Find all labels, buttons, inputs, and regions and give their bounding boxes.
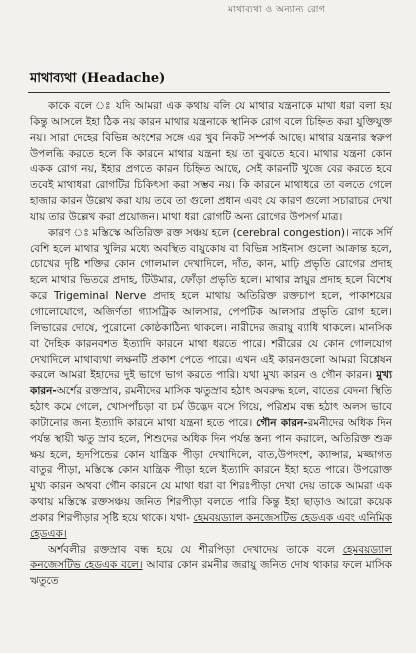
primary-cause-label: মুখ্য কারন- bbox=[30, 369, 392, 398]
hemorrhoidal-text: অর্শবলীর রক্তস্রাব বন্ধ হয়ে যে শীরপিড়া দেখাদেয় তাকে বলে bbox=[48, 543, 343, 556]
body-text bbox=[30, 99, 392, 590]
congestion-text: আমরা এক কথায় মস্তিস্কে রক্তসঞ্চয় জনিত শিরপীড়া বলতে পারি কিন্তু ইহা ছাড়াও আরো কয়েক প্রকার শিরপীড়ার সৃষ্টি হয়ে থাকে। যথা- bbox=[30, 480, 392, 524]
menstrual-text: আবার কোন রমনীর জরায়ু জনিত দোষ থাকার ফলে মাসিক ঋতুতে bbox=[30, 559, 392, 588]
causes-intro-text: কারণ ঃ মস্তিস্কে অতিরিক্ত রক্ত সঞ্চয় হলে (cerebral congestion)। নাকে সর্দি বেশি হলে মাথার খুলির মধ্যে অবস্থিত বায়ুকোষ বা বিভিন্ন সাইনাস গুলো আক্রান্ত হলে, চোখের দৃষ্টি শক্তির কোন গোলমাল দেখাদিলে, দাঁত, কান, মাঢ়ি প্রভৃতি রোগের প্রদাহ হলে মাথার ভিতরে প্রদাহ, টিউমার, ফোঁড়া প্রভৃতি হলে। মাথার স্নায়ুর প্রদাহ হলে বিশেষ করে Trigeminal Nerve প্রদাহ হলে মাথায় অতিরিক্ত রক্তচাপ হলে, পাকাশয়ের গোলোযোগে, অজির্ণতা গ্যাসট্রিক আলসার, পেপটিক আলসার প্রভৃতি রোগ হলে। লিভারের দোষে, পুরোনো কোষ্ঠকাঠিন্য থাকলে। নারীদের জরায়ু ব্যাধি থাকলে। মানসিক বা দৈহিক কারনবশত ইত্যাদি কারনে মাথা ধরতে পারে। শরীরের যে কোন গোলযোগ দেখাদিলে মাথাব্যথা লক্ষনটি প্রকাশ পেতে পারে। এখন এই কারনগুলো আমরা বিশ্লেষন করলে আমরা ইহাদের দুই ভাগে ভাগ করতে পারি। যথা মুখ্য কারন ও গৌন কারন। bbox=[30, 226, 392, 382]
secondary-cause-label: গৌন কারন- bbox=[256, 416, 308, 429]
paragraph-definition: কাকে বলে ঃ যদি আমরা এক কথায় বলি যে মাথার যন্ত্রনাকে মাথা ধরা বলা হয় কিন্তু আসলে ইহা ঠিক নয় কারন মাথার যন্ত্রনাকে স্থানিক রোগ বলে চিহ্নিত করা যুক্তিযুক্ত নয়। সারা দেহের বিভিন্ন অংশের সঙ্গে এর খুব নিকট সম্পর্ক আছে। মাথার যন্ত্রনার স্বরুপ উপলব্ধি করতে হলে কি কারনে মাথার যন্ত্রনা হয় তা বুঝতে হবে। মাথার যন্ত্রনা কোন একক রোগ নয়, ইহার প্রগতে কারন চিহ্নিত আছে, সেই কারনটি খুজে বের করতে হবে তবেই মাথাধরা রোগটির চিকিৎসা করা সম্ভব নয়। কি কারনে মাথাধরে তা বলতে গেলে হাজার কারন উল্লেখ করা যায় তবে তা গুলো প্রধান এবং যে কারণ গুলো সচারাচর দেখা যায় তার উল্লেখ করা প্রয়োজন। মাথা ধরা রোগটি অন্য রোগের উপসর্গ মাত্র। bbox=[30, 100, 392, 223]
primary-cause-text: অর্শের রক্তস্রাব, রমনীদের মাসিক ঋতুস্রাব হঠাৎ অবরুদ্ধ হলে, বাতের বেদনা স্থিতি হঠাৎ কমে গেলে, খোসপাঁচড়া বা চর্ম উদ্ভেদ বসে গিয়ে, পরিশ্রম বন্ধ হঠাৎ অলস ভাবে কাটানোর জন্য ইত্যাদি কারনে মাথা যন্ত্রনা হতে পারে। bbox=[30, 385, 392, 429]
secondary-cause-text: রমনীদের অধিক দিন পর্যন্ত স্থায়ী ঋতু স্রাব হলে, শিশুদের অধিক দিন পর্যন্ত স্তন্য পান করালে, অতিরিক্ত শুক্র ক্ষয় হলে, হৃদপিন্ডের কোন যান্ত্রিক পীড়া দেখাদিলে, বাত,উপদংশ, ক্যান্সার, মজ্জাগত বাতুর পীড়া, মস্তিস্কে কোন যান্ত্রিক পীড়া হলে ইত্যাদি কারনে ইহা হতে পারে। উপরোক্ত মুখ্য কারন অথবা গৌন কারনে যে মাথা ধরা বা শিরঃপীড়া দেখা দেয় তাকে bbox=[30, 416, 392, 493]
title-underline-rule bbox=[28, 92, 390, 93]
paragraph-hemorrhoidal bbox=[30, 543, 392, 591]
paragraph-causes bbox=[30, 226, 392, 543]
page-title: মাথাব্যথা (Headache) bbox=[30, 71, 166, 86]
headache-types-underlined: হেমবয়ড্যাল কনজেসটিভ হেডএক এবং এনিমিক হেডএক। bbox=[30, 511, 392, 540]
running-header: মাথাব্যথা ও অন্যান্য রোগ bbox=[228, 5, 326, 15]
hemorrhoidal-term-underlined: হেমবয়ড্যাল কনজেসটিভ হেডএক বলে। bbox=[30, 543, 392, 572]
